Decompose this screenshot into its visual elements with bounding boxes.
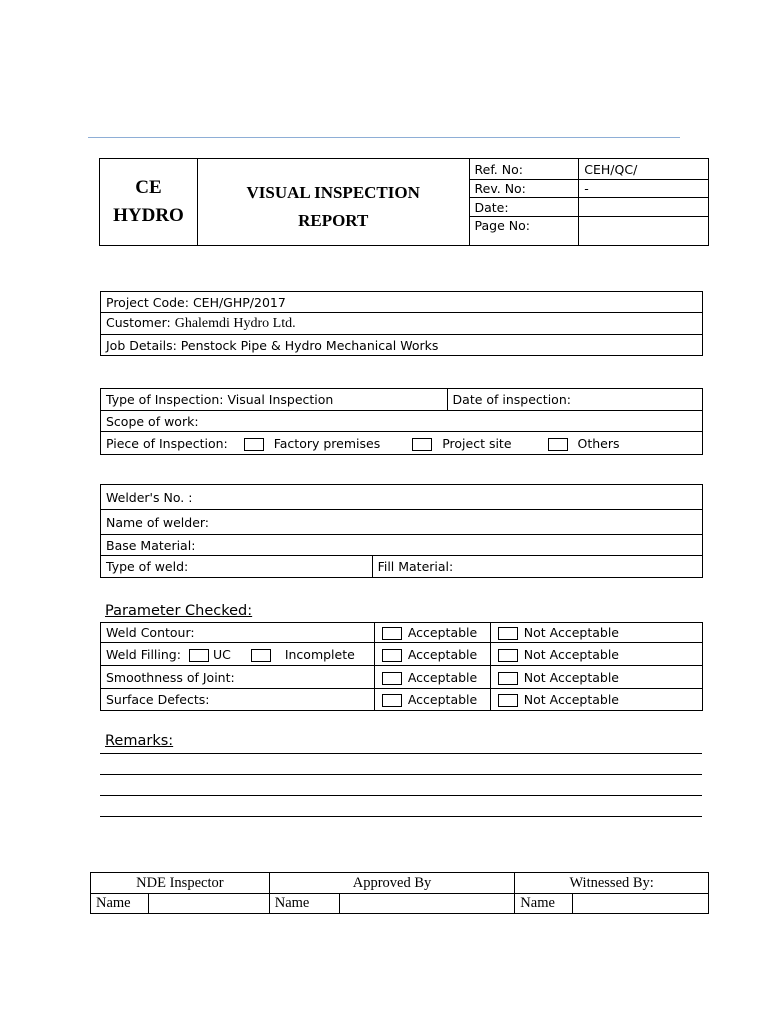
not-acceptable-label: Not Acceptable: [523, 669, 619, 685]
customer-label: Customer:: [106, 315, 171, 330]
job-details-row: [101, 335, 703, 356]
witnessed-by-name-label: Name: [515, 894, 573, 914]
remarks-line-2[interactable]: [100, 774, 702, 775]
others-label: Others: [577, 435, 620, 451]
project-site-checkbox[interactable]: [412, 438, 432, 451]
ref-no-label: Ref. No:: [469, 159, 579, 180]
date-value[interactable]: [579, 198, 709, 217]
acceptable-label: Acceptable: [407, 646, 478, 662]
customer-value: Ghalemdi Hydro Ltd.: [174, 316, 296, 331]
fill-material-label[interactable]: Fill Material:: [372, 556, 702, 578]
smoothness-acceptable-checkbox[interactable]: [382, 672, 402, 685]
weld-filling-label: Weld Filling:: [106, 646, 181, 662]
weld-contour-label: Weld Contour:: [101, 623, 375, 643]
inspection-type-value: Visual Inspection: [227, 392, 334, 407]
weld-contour-acceptable-checkbox[interactable]: [382, 627, 402, 640]
incomplete-label: Incomplete: [284, 646, 355, 662]
project-code-row: [101, 292, 703, 313]
surface-defects-acceptable-checkbox[interactable]: [382, 694, 402, 707]
remarks-heading: Remarks:: [105, 733, 174, 749]
not-acceptable-label: Not Acceptable: [523, 646, 619, 662]
parameter-checked-heading: Parameter Checked:: [105, 603, 253, 619]
page-no-value[interactable]: [579, 217, 709, 246]
weld-filling-acceptable-checkbox[interactable]: [382, 649, 402, 662]
scope-of-work-label[interactable]: Scope of work:: [101, 411, 703, 432]
approved-by-name-label: Name: [269, 894, 339, 914]
weld-filling-acceptable-cell: [374, 643, 490, 666]
surface-defects-acceptable-cell: [374, 689, 490, 711]
parameters-table: [100, 622, 703, 711]
company-line-1: CE: [135, 177, 162, 198]
remarks-line-4[interactable]: [100, 816, 702, 817]
report-title-line-1: VISUAL INSPECTION: [246, 183, 420, 202]
page-no-label: Page No:: [469, 217, 579, 246]
piece-of-inspection-label: Piece of Inspection:: [106, 435, 228, 451]
surface-defects-not-acceptable-checkbox[interactable]: [498, 694, 518, 707]
welder-no-label[interactable]: Welder's No. :: [101, 485, 703, 510]
not-acceptable-label: Not Acceptable: [523, 625, 619, 640]
acceptable-label: Acceptable: [407, 692, 478, 707]
approved-by-name-field[interactable]: [339, 894, 515, 914]
surface-defects-label: Surface Defects:: [101, 689, 375, 711]
remarks-line-3[interactable]: [100, 795, 702, 796]
type-of-weld-label[interactable]: Type of weld:: [101, 556, 373, 578]
incomplete-checkbox[interactable]: [251, 649, 271, 662]
smoothness-not-acceptable-cell: [490, 666, 702, 689]
weld-contour-not-acceptable-checkbox[interactable]: [498, 627, 518, 640]
company-line-2: HYDRO: [113, 205, 184, 226]
date-of-inspection-label[interactable]: Date of inspection:: [447, 389, 702, 411]
factory-premises-checkbox[interactable]: [244, 438, 264, 451]
weld-filling-not-acceptable-checkbox[interactable]: [498, 649, 518, 662]
project-table: [100, 291, 703, 356]
nde-inspector-name-field[interactable]: [148, 894, 269, 914]
company-name: [100, 159, 198, 246]
weld-filling-not-acceptable-cell: [490, 643, 702, 666]
rev-no-value[interactable]: -: [579, 180, 709, 198]
project-code-value: CEH/GHP/2017: [192, 294, 286, 310]
customer-row: [101, 313, 703, 335]
uc-checkbox[interactable]: [189, 649, 209, 662]
job-details-value: Penstock Pipe & Hydro Mechanical Works: [180, 337, 439, 353]
report-title: [197, 159, 469, 246]
inspection-table: [100, 388, 703, 455]
weld-contour-not-acceptable-cell: [490, 623, 702, 643]
nde-inspector-name-label: Name: [91, 894, 149, 914]
header-table: [99, 158, 709, 246]
name-of-welder-label[interactable]: Name of welder:: [101, 510, 703, 535]
inspection-type-cell: [101, 389, 448, 411]
witnessed-by-header: Witnessed By:: [515, 873, 709, 894]
date-label: Date:: [469, 198, 579, 217]
smoothness-acceptable-cell: [374, 666, 490, 689]
header-divider-line: [88, 137, 680, 138]
surface-defects-not-acceptable-cell: [490, 689, 702, 711]
witnessed-by-name-field[interactable]: [573, 894, 709, 914]
weld-contour-acceptable-cell: [374, 623, 490, 643]
not-acceptable-label: Not Acceptable: [523, 692, 619, 707]
project-site-label: Project site: [442, 435, 512, 451]
others-checkbox[interactable]: [548, 438, 568, 451]
project-code-label: Project Code:: [106, 294, 189, 310]
smoothness-of-joint-label: Smoothness of Joint:: [101, 666, 375, 689]
inspection-type-label: Type of Inspection:: [106, 392, 224, 407]
remarks-line-1[interactable]: [100, 753, 702, 754]
factory-premises-label: Factory premises: [273, 435, 381, 451]
acceptable-label: Acceptable: [407, 625, 478, 640]
nde-inspector-header: NDE Inspector: [91, 873, 270, 894]
rev-no-label: Rev. No:: [469, 180, 579, 198]
smoothness-not-acceptable-checkbox[interactable]: [498, 672, 518, 685]
approved-by-header: Approved By: [269, 873, 515, 894]
uc-label: UC: [212, 646, 231, 662]
job-details-label: Job Details:: [106, 337, 177, 353]
acceptable-label: Acceptable: [407, 669, 478, 685]
welder-table: [100, 484, 703, 578]
base-material-label[interactable]: Base Material:: [101, 535, 703, 556]
ref-no-value[interactable]: CEH/QC/: [579, 159, 709, 180]
signature-table: [90, 872, 709, 914]
piece-of-inspection-row: [101, 432, 703, 455]
report-title-line-2: REPORT: [298, 211, 369, 230]
weld-filling-row: [101, 643, 375, 666]
